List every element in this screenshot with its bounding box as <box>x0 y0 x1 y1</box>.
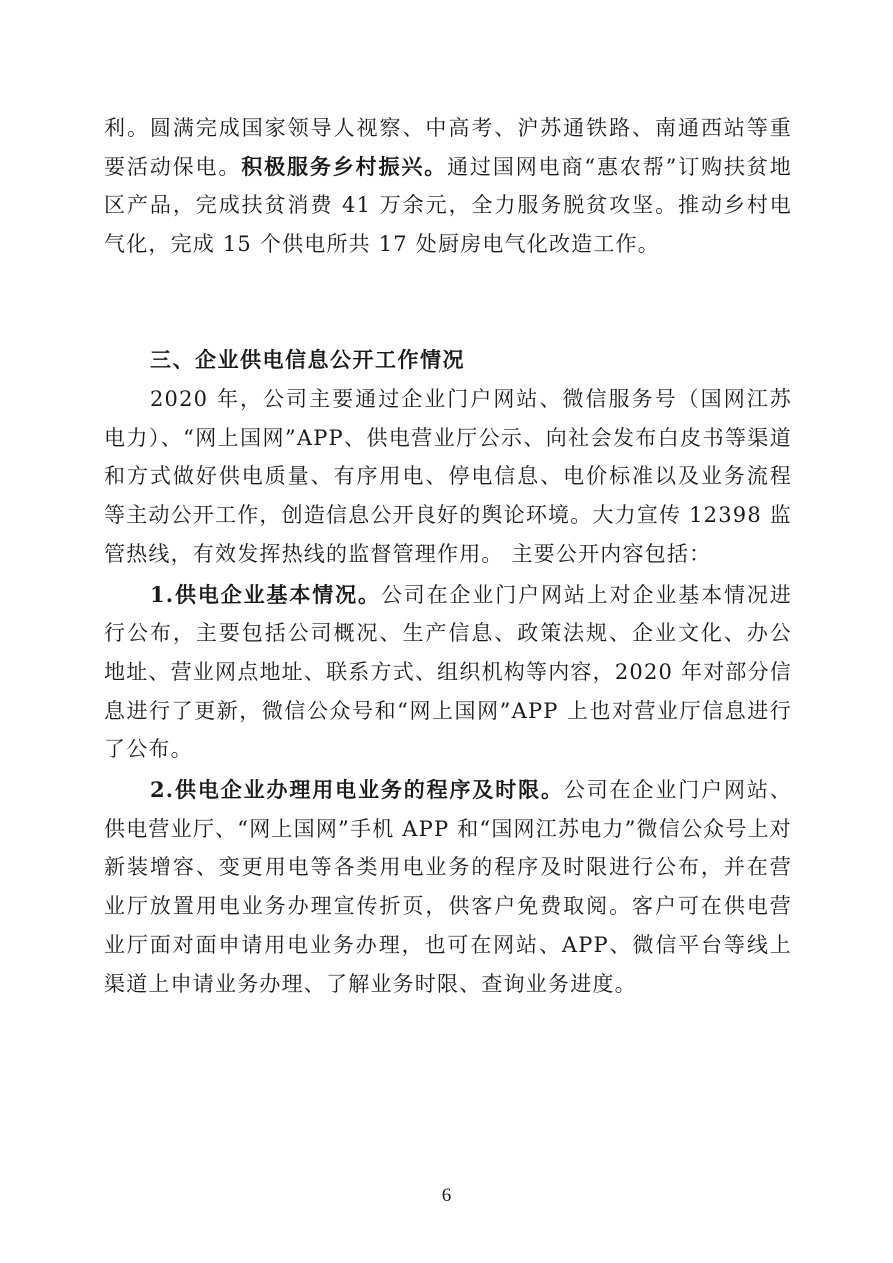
item-body: 公司在企业门户网站上对企业基本情况进行公布，主要包括公司概况、生产信息、政策法规、企业文化、办公地址、营业网点地址、联系方式、组织机构等内容，2020 年对部分信息进行了更新，微信公众号和“网上国网”APP 上也对营业厅信息进行了公布。 <box>104 582 792 762</box>
page-number: 6 <box>441 1185 452 1206</box>
item-title: 1.供电企业基本情况。 <box>150 581 381 607</box>
item-paragraph-1 <box>104 576 792 770</box>
paragraph-text: 通过国网电商“惠农帮”订购扶贫地区产品，完成扶贫消费 41 万余元，全力服务脱贫攻坚。推动乡村电气化，完成 15 个供电所共 17 处厨房电气化改造工作。 <box>104 154 792 257</box>
bold-phrase: 积极服务乡村振兴。 <box>241 153 448 179</box>
continuation-paragraph <box>104 109 792 264</box>
item-body: 公司在企业门户网站、供电营业厅、“网上国网”手机 APP 和“国网江苏电力”微信公众号上对新装增容、变更用电等各类用电业务的程序及时限进行公布，并在营业厅放置用电业务办理宣传折页，供客户免费取阅。客户可在供电营业厅面对面申请用电业务办理，也可在网站、APP、微信平台等线上渠道上申请业务办理、了解业务时限、查询业务进度。 <box>104 778 792 996</box>
item-title: 2.供电企业办理用电业务的程序及时限。 <box>150 777 564 803</box>
intro-paragraph: 2020 年，公司主要通过企业门户网站、微信服务号（国网江苏电力）、“网上国网”APP、供电营业厅公示、向社会发布白皮书等渠道和方式做好供电质量、有序用电、停电信息、电价标准以及业务流程等主动公开工作，创造信息公开良好的舆论环境。大力宣传 12398 监管热线，有效发挥热线的监督管理作用。 主要公开内容包括： <box>104 387 792 566</box>
section-heading: 三、企业供电信息公开工作情况 <box>150 348 465 372</box>
item-paragraph-2 <box>104 771 792 1003</box>
section-body <box>104 380 792 1003</box>
paragraph <box>104 109 792 264</box>
paragraph-text: 利。圆满完成国家领导人视察、中高考、沪苏通铁路、南通西站等重要活动保电。 <box>104 116 792 179</box>
